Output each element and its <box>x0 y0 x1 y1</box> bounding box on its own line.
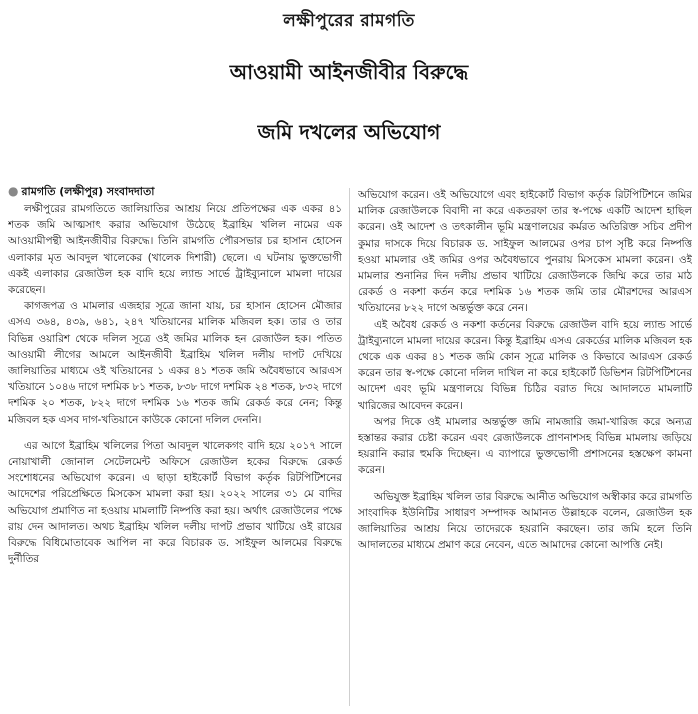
paragraph: এর আগে ইব্রাহিম খলিলের পিতা আবদুল খালেকগং বাদি হয়ে ২০১৭ সালে নোয়াখালী জোনাল সেটেলমেন্ট অফিসে রেজাউল হকের বিরুদ্ধে রেকর্ড সংশোধনের অভিযোগ করেন। এ ছাড়া হাইকোর্ট বিভাগ কর্তৃক রিটপিটিশনের আদেশের পরিপ্রেক্ষিতে মিসকেস মামলা করা হয়। ২০২২ সালের ৩১ মে বাদির অভিযোগ প্রমাণিত না হওয়ায় মামলাটি নিষ্পত্তি করা হয়। অর্থাৎ রেজাউলের পক্ষে রায় দেন আদালত। অথচ ইব্রাহিম খলিল দলীয় দাপট প্রভাব খাটিয়ে ওই রায়ের বিরুদ্ধে বিধিমোতাবেক আপিল না করে বিচারক ড. সাইফুল আলমের বিরুদ্ধে দুর্নীতির <box>8 439 342 566</box>
bullet-icon: ● <box>8 184 19 198</box>
byline <box>8 183 154 202</box>
paragraph: অভিযোগ করেন। ওই অভিযোগে এবং হাইকোর্ট বিভাগ কর্তৃক রিটপিটিশনে জমির মালিক রেজাউলকে বিবাদী না করে একতরফা তার স্ব-পক্ষে একটি আদেশ হাছিল করেন। ওই আদেশ ও তৎকালীন ভূমি মন্ত্রণালয়ের কর্মরত অতিরিক্ত সচিব প্রদীপ কুমার দাসকে দিয়ে বিচারক ড. সাইফুল আলমের ওপর চাপ সৃষ্টি করে নিষ্পত্তি হওয়া মামলার ওই জমির ওপর অবৈধভাবে পুনরায় মিসকেস মামলা করেন। ওই মামলার শুনানির দিন দলীয় প্রভাব খাটিয়ে রেজাউলকে জিম্মি করে তার মাঠ রেকর্ড ও নকশা কর্তন করে দশমিক ১৬ শতক জমি তার মৌরশদের আরএস খতিয়ানের ৮২২ দাগে অন্তর্ভুক্ত করে নেন। <box>358 189 692 315</box>
paragraph: অপর দিকে ওই মামলার অন্তর্ভুক্ত জমি নামজারি জমা-খারিজ করে অন্যত্র হস্তান্তর করার চেষ্টা করেন এবং রেজাউলকে প্রাণনাশসহ বিভিন্ন মামলায় জড়িয়ে হয়রানি করার হুমকি দিচ্ছেন। এ ব্যাপারে ভুক্তভোগী প্রশাসনের হস্তক্ষেপ কামনা করেন। <box>358 415 692 477</box>
paragraph: লক্ষীপুরের রামগতিতে জালিয়াতির আশ্রয় নিয়ে প্রতিপক্ষের এক একর ৪১ শতক জমি আত্মসাৎ করার অভিযোগ উঠেছে ইব্রাহিম খলিল নামের এক আওয়ামীপন্থী আইনজীবীর বিরুদ্ধে। তিনি রামগতি পৌরসভার চর হাসান হোসেন এলাকার মৃত আবদুল খালেকের (খালেক দিশারী) ছেলে। এ ঘটনায় ভুক্তভোগী একই এলাকার রেজাউল হক বাদি হয়ে ল্যান্ড সার্ভে ট্রাইব্যুনালে মামলা দায়ের করেছেন। <box>8 203 342 297</box>
left-column <box>8 201 342 707</box>
paragraph: কাগজপত্র ও মামলার এজহার সূত্রে জানা যায়, চর হাসান হোসেন মৌজার এসএ ৩৬৪, ৪৩৯, ৬৪১, ২৪৭ খতিয়ানের মালিক মজিবল হক। তার ও তার বিভিন্ন ওয়ারিশ থেকে দলিল সূত্রে ওই জমির মালিক হন রেজাউল হক। পতিত আওয়ামী লীগের আমলে আইনজীবী ইব্রাহিম খলিল দলীয় দাপট দেখিয়ে জালিয়াতির মাধ্যমে ওই খতিয়ানের ১ একর ৪১ শতক জমি অবৈধভাবে আরএস খতিয়ানে ১০৪৬ দাগে দশমিক ৮১ শতক, ৮৩৮ দাগে দশমিক ২৪ শতক, ৮৩২ দাগে দশমিক ২০ শতক, ৮২২ দাগে দশমিক ১৬ শতক জমি রেকর্ড করে নেন; কিন্তু মজিবল হক এসব দাগ-খতিয়ানে কাউকে কোনো দলিল দেননি। <box>8 300 342 426</box>
column-divider <box>349 188 350 706</box>
paragraph: এই অবৈধ রেকর্ড ও নকশা কর্তনের বিরুদ্ধে রেজাউল বাদি হয়ে ল্যান্ড সার্ভে ট্রাইব্যুনালে মামলা দায়ের করেন। কিন্তু ইব্রাহিম এসএ রেকর্ডের মালিক মজিবল হক থেকে এক একর ৪১ শতক জমি কোন সূত্রে মালিক ও কিভাবে আরএস রেকর্ড করেন তার স্ব-পক্ষে কোনো দলিল দাখিল না করে হাইকোর্ট ডিভিশন রিটপিটিশনের আদেশ এবং ভূমি মন্ত্রণালয়ে বিভিন্ন চিঠির বরাত দিয়ে আদালতে মামলাটি খারিজের আবেদন করেন। <box>358 318 692 412</box>
right-column <box>358 187 692 709</box>
headline-line-2: জমি দখলের অভিযোগ <box>257 120 441 144</box>
kicker: লক্ষীপুরের রামগতি <box>283 11 415 31</box>
headline-line-1: আওয়ামী আইনজীবীর বিরুদ্ধে <box>229 60 469 84</box>
byline-text: রামগতি (লক্ষীপুর) সংবাদদাতা <box>21 185 155 198</box>
paragraph: অভিযুক্ত ইব্রাহিম খলিল তার বিরুদ্ধে আনীত অভিযোগ অস্বীকার করে রামগতি সাংবাদিক ইউনিটির সাধারণ সম্পাদক আমানত উল্লাহকে বলেন, রেজাউল হক জালিয়াতির আশ্রয় নিয়ে তাদেরকে হয়রানি করছেন। তার জমি হলে তিনি আদালতের মাধ্যমে প্রমাণ করে নেবেন, এতে আমাদের কোনো আপত্তি নেই। <box>358 490 692 552</box>
